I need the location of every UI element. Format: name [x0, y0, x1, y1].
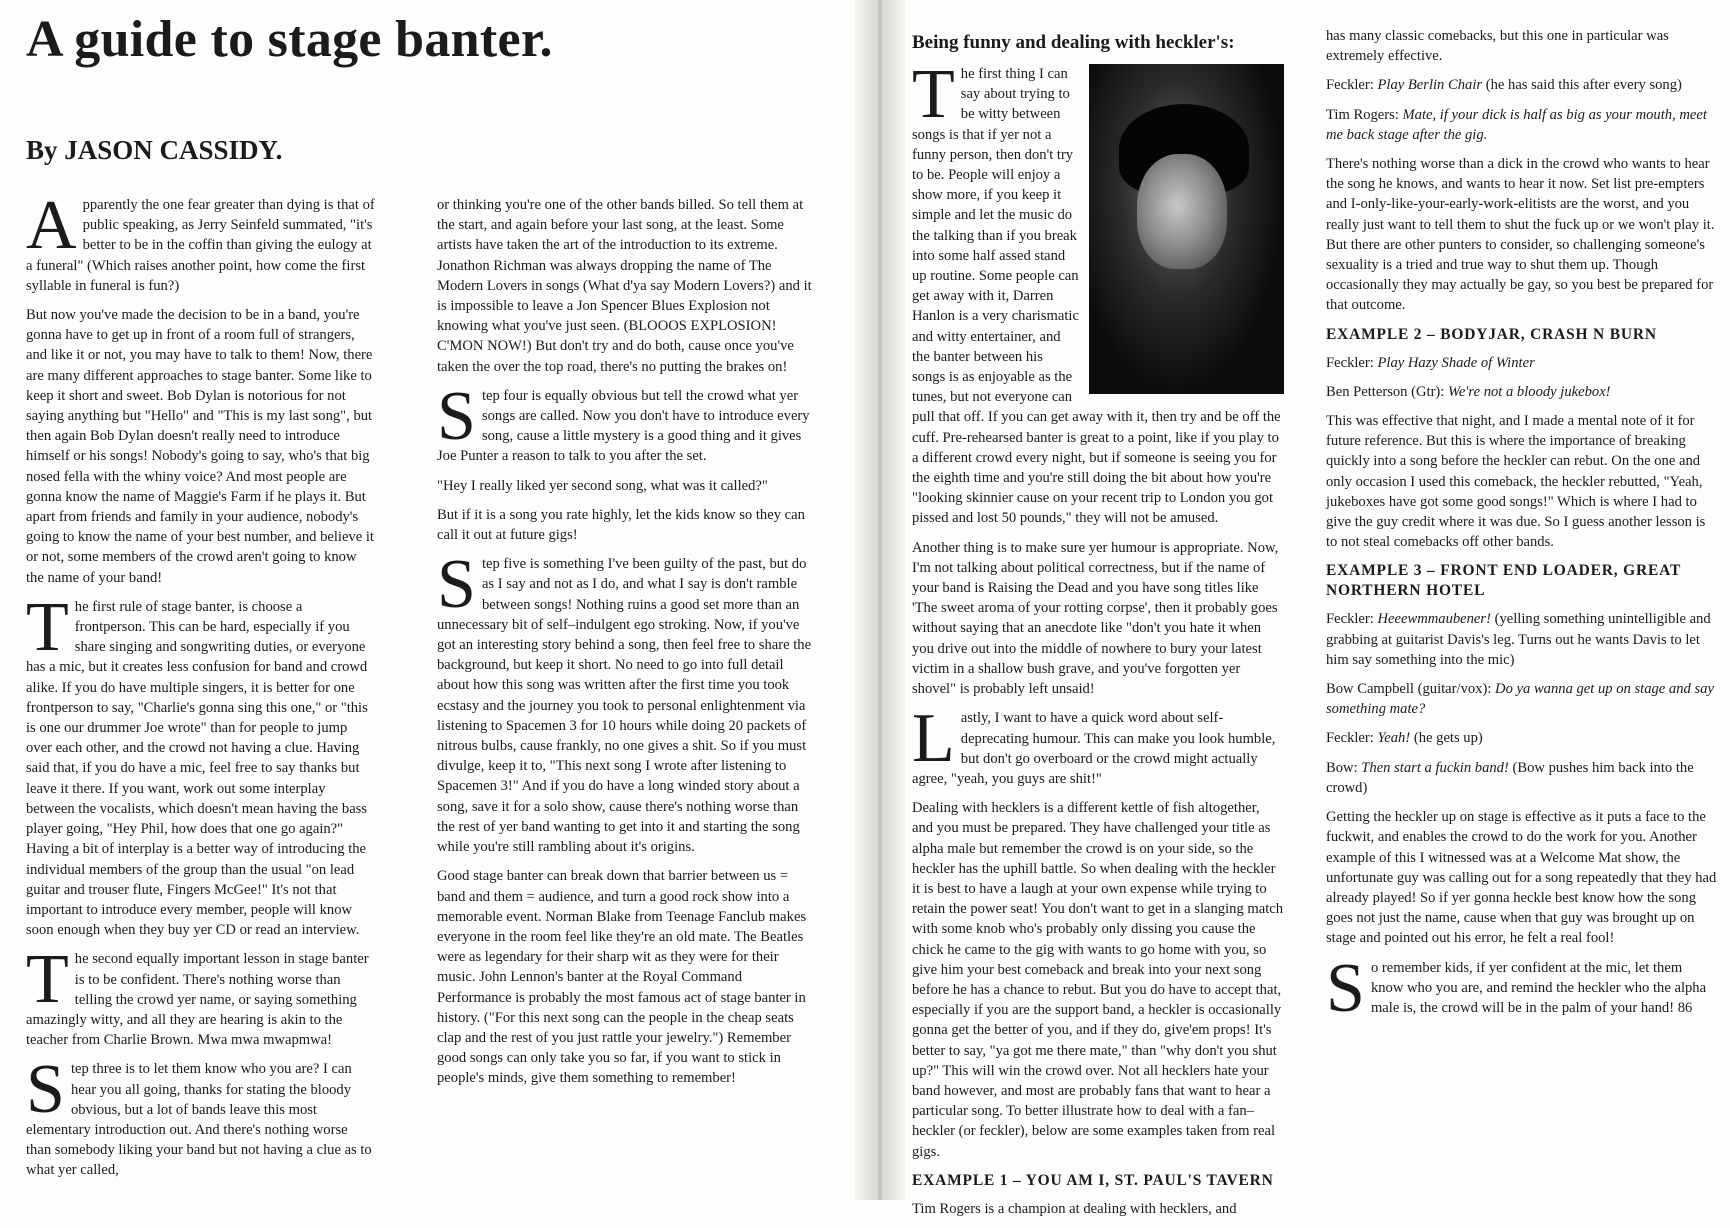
note: (yelling something unintelligible and grabbing at guitarist Davis's leg. Turns out he wants Davis to let him say something into the mic) [1326, 611, 1711, 668]
section-heading: Being funny and dealing with heckler's: [912, 32, 1235, 53]
dialogue-line [1326, 758, 1718, 798]
quote: Do ya wanna get up on stage and say something mate? [1326, 681, 1714, 718]
speaker: Feckler: [1326, 354, 1374, 371]
paragraph: There's nothing worse than a dick in the crowd who wants to hear the song he knows, and wants to hear it now. Set list pre-empters and I-only-like-your-early-work-elitists are the worst, and you really just want to tell them to shut the fuck up or we won't play it. But there are other punters to consider, so challenging someone's sexuality is a tried and true way to shut them up. Though occasionally they may actually be gay, so you best be prepared for that outcome. [1326, 156, 1715, 314]
dialogue-line [1326, 105, 1718, 145]
column-3 [912, 32, 1284, 1228]
paragraph: Step three is to let them know who you are? I can hear you all going, thanks for stating the bloody obvious, but a lot of bands leave this most elementary introduction out. And there's nothing worse than somebody liking your band but not having a clue as to what yer called, [26, 1051, 372, 1179]
quote: Play Hazy Shade of Winter [1377, 354, 1535, 371]
byline: By JASON CASSIDY. [26, 135, 283, 165]
quote: We're not a bloody jukebox! [1448, 383, 1611, 400]
page-number: 86 [1677, 999, 1693, 1016]
quote: Yeah! [1377, 730, 1411, 747]
paragraph: But now you've made the decision to be in a band, you're gonna have to get up in front of a room full of strangers, and like it or not, you may have to talk to them! Now, there are many different approaches to stage banter. Some like to keep it short and sweet. Bob Dylan is notorious for not saying anything but "Hello" and "This is my last song", but then again Bob Dylan doesn't really need to introduce himself or his songs! Nobody's going to say, who's that big nosed fella with the whiny voice? And most people are gonna know the name of Maggie's Farm if he plays it. But apart from friends and family in your audience, nobody's going to know the name of your best number, and believe it or not, some members of the crowd aren't going to know the name of your band! [26, 307, 374, 586]
speaker: Feckler: [1326, 730, 1374, 747]
speaker: Tim Rogers: [1326, 106, 1399, 123]
speaker: Ben Petterson (Gtr): [1326, 383, 1445, 400]
column-1 [26, 187, 376, 1190]
speaker: Feckler: [1326, 611, 1374, 628]
paragraph: This was effective that night, and I made a mental note of it for future reference. But this is where the importance of breaking quickly into a song before the heckler can rebut. On the one and only occasion I used this comeback, the heckler rebutted, "Yeah, jukeboxes have got some good songs!" Which is where I had to give the guy credit where it was due. So I guess another lesson is to not steal comebacks off other bands. [1326, 413, 1706, 551]
quote: Heeewmmaubener! [1377, 611, 1491, 628]
paragraph: Dealing with hecklers is a different kettle of fish altogether, and you must be prepared. They have challenged your title as alpha male but remember the crowd is on your side, so the heckler has the uphill battle. So when dealing with the heckler it is best to have a laugh at your own expense while trying to retain the power seat! You don't want to get in a slanging match with some knob who's probably only dissing you cause the chick he came to the gig with wants to go home with you, so give him your best comeback and break into your next song before he has a chance to rebut. But you do have to accept that, especially if you are the support band, a heckler is occasionally gonna get the better of you, and if they do, give'em props! It's better to say, "ya got me there mate," than "why don't you shut up?" This will win the crowd over. Not all hecklers hate your band however, and most are probably fans that want to hear a particular song. To better illustrate how to deal with a fan–heckler (or feckler), below are some examples taken from real gigs. [912, 800, 1284, 1160]
dialogue-line [1326, 382, 1718, 402]
paragraph: The second equally important lesson in stage banter is to be confident. There's nothing worse than telling the crowd yer name, or saying something amazingly witty, and all they are hearing is akin to the teacher from Charlie Brown. Mwa mwa mwapmwa! [26, 941, 369, 1049]
column-2 [437, 195, 817, 1098]
closing-text: So remember kids, if yer confident at the mic, let them know who you are, and remind the heckler who the alpha male is, the crowd will be in the palm of your hand! [1326, 949, 1707, 1027]
paragraph: Another thing is to make sure yer humour is appropriate. Now, I'm not talking about political correctness, but if the name of your band is Raising the Dead and you have song titles like 'The sweet aroma of your rotting corpse', then it probably goes without saying that an anecdote like "don't you hate it when you drive out into the middle of nowhere to bury your latest victim in a shallow bush grave, and you've forgotten yer shovel" is probably left unsaid! [912, 539, 1279, 698]
speaker: Bow Campbell (guitar/vox): [1326, 681, 1492, 698]
paragraph: has many classic comebacks, but this one in particular was extremely effective. [1326, 28, 1669, 65]
paragraph: "Hey I really liked yer second song, what was it called?" [437, 477, 768, 494]
example-2-heading: EXAMPLE 2 – BODYJAR, CRASH N BURN [1326, 325, 1657, 343]
paragraph: or thinking you're one of the other bands billed. So tell them at the start, and again before your last song, at the least. Some artists have taken the art of the introduction to its extreme. Jonathon Richman was always dropping the name of The Modern Lovers in songs (What d'ya say Modern Lovers?) and it is impossible to leave a Jon Spencer Blues Explosion not knowing what you've just seen. (BLOOOS EXPLOSION! C'MON NOW!) But don't try and do both, cause once you've taken the over the top road, there's no putting the brakes on! [437, 197, 812, 375]
dialogue-line [1326, 75, 1718, 95]
paragraph: Apparently the one fear greater than dying is that of public speaking, as Jerry Seinfeld summated, "it's better to be in the coffin than giving the eulogy at a funeral" (Which raises another point, how come the first syllable in funeral is fun?) [26, 187, 375, 294]
paragraph: Step four is equally obvious but tell the crowd what yer songs are called. Now you don't have to introduce every song, cause a little mystery is a good thing and it gives Joe Punter a reason to talk to you after the set. [437, 377, 810, 465]
quote: Play Berlin Chair [1377, 77, 1483, 94]
speaker: Bow: [1326, 759, 1358, 776]
paragraph: The first rule of stage banter, is choose a frontperson. This can be hard, especially if you share singing and songwriting duties, or everyone has a mic, but it creates less confusion for band and crowd alike. If you do have multiple singers, it is better for one frontperson to say, "Charlie's gonna sing this one," or "this is one our drummer Joe wrote" than for people to jump over each other, and the crowd not having a clue. Having said that, if you do have a mic, feel free to say thanks but leave it there. If you want, work out some interplay between the vocalists, which doesn't mean having the bass player going, "Hey Phil, how does that one go again?" Having a bit of interplay is a better way of introducing the individual members of the group than the usual "on lead guitar and trouser flute, Fingers McGee!" It's not that important to introduce every member, people will know soon enough when they buy yer CD or read an interview. [26, 588, 368, 939]
note: (he gets up) [1413, 730, 1483, 747]
paragraph: Lastly, I want to have a quick word about self-deprecating humour. This can make you look humble, but don't go overboard or the crowd might actually agree, "yeah, you guys are shit!" [912, 700, 1276, 787]
speaker: Feckler: [1326, 77, 1374, 94]
note: (Bow pushes him back into the crowd) [1326, 759, 1694, 796]
paragraph [1326, 949, 1718, 1027]
dialogue-line [1326, 353, 1718, 373]
dialogue-line [1326, 679, 1718, 719]
paragraph-text: The first thing I can say about trying to be witty between songs is that if yer not a funny person, then don't try to be. People will enjoy a show more, if you keep it simple and let the music do the talking than if you break into some half assed stand up routine. Some people can get away with it, Darren Hanlon is a very charismatic and witty entertainer, and the banter between his songs is as enjoyable as the tunes, but not everyone can pull that off. If you can get away with it, then try and be off the cuff. Pre-rehearsed banter is great to a point, like if you play to a different crowd every night, but if someone is seeing you for the eighth time and you're still doing the bit about how you're "looking skinnier cause on your recent trip to London you got pissed and lost 50 pounds," they will not be amused. [912, 56, 1281, 527]
paragraph: Tim Rogers is a champion at dealing with hecklers, and [912, 1200, 1237, 1217]
paragraph [912, 56, 1284, 529]
paragraph: Getting the heckler up on stage is effective as it puts a face to the fuckwit, and enables the crowd to do the work for you. Another example of this I witnessed was at a Welcome Mat show, the unfortunate guy was calling out for a song repeatedly that they had already played! So if yer gonna heckle best know how the song goes not just the name, cause when that guy was brought up on stage and pointed out his error, he felt a real fool! [1326, 809, 1717, 947]
example-1-heading: EXAMPLE 1 – YOU AM I, ST. PAUL'S TAVERN [912, 1171, 1274, 1189]
musician-photo [1089, 64, 1284, 394]
quote: Mate, if your dick is half as big as your mouth, meet me back stage after the gig. [1326, 106, 1707, 143]
page-gutter [855, 0, 905, 1200]
photo-face [1137, 154, 1227, 269]
quote: Then start a fuckin band! [1361, 759, 1509, 776]
note: (he has said this after every song) [1485, 77, 1682, 94]
paragraph: Good stage banter can break down that barrier between us = band and them = audience, and turn a good rock show into a memorable event. Norman Blake from Teenage Fanclub makes everyone in the room feel like they're an old mate. The Beatles were as legendary for their sharp wit as they were for their music. John Lennon's banter at the Royal Command Performance is probably the most famous act of stage banter in history. ("For this next song can the people in the cheap seats clap and the rest of you just rattle your jewelry.") Remember good songs can only take you so far, if you want to stick in people's minds, give them something to remember! [437, 868, 807, 1087]
example-3-heading: EXAMPLE 3 – FRONT END LOADER, GREAT NORTHERN HOTEL [1326, 562, 1681, 600]
dialogue-line [1326, 728, 1718, 748]
paragraph: Step five is something I've been guilty of the past, but do as I say and not as I do, and what I say is don't ramble between songs! Nothing ruins a good set more than an unnecessary bit of self–indulgent ego stroking. Now, if you've got an interesting story behind a song, then feel free to share the background, but keep it short. No need to go into full detail about how this song was written after the first time you took ecstasy and the journey you took to personal enlightenment via listening to Spacemen 3 for 10 hours while doing 20 packets of nitrous bulbs, cause frankly, no one gives a shit. So if you must divulge, keep it to, "This next song I wrote after listening to Spacemen 3!" And if you do have a long winded story about a song, save it for a solo show, cause there's nothing worse than the rest of yer band wanting to get into it and starting the song while you're still rambling about it's origins. [437, 546, 812, 856]
dialogue-line [1326, 609, 1718, 670]
article-title: A guide to stage banter. [26, 11, 553, 68]
column-4 [1326, 26, 1718, 1027]
paragraph: But if it is a song you rate highly, let the kids know so they can call it out at future gigs! [437, 506, 805, 544]
